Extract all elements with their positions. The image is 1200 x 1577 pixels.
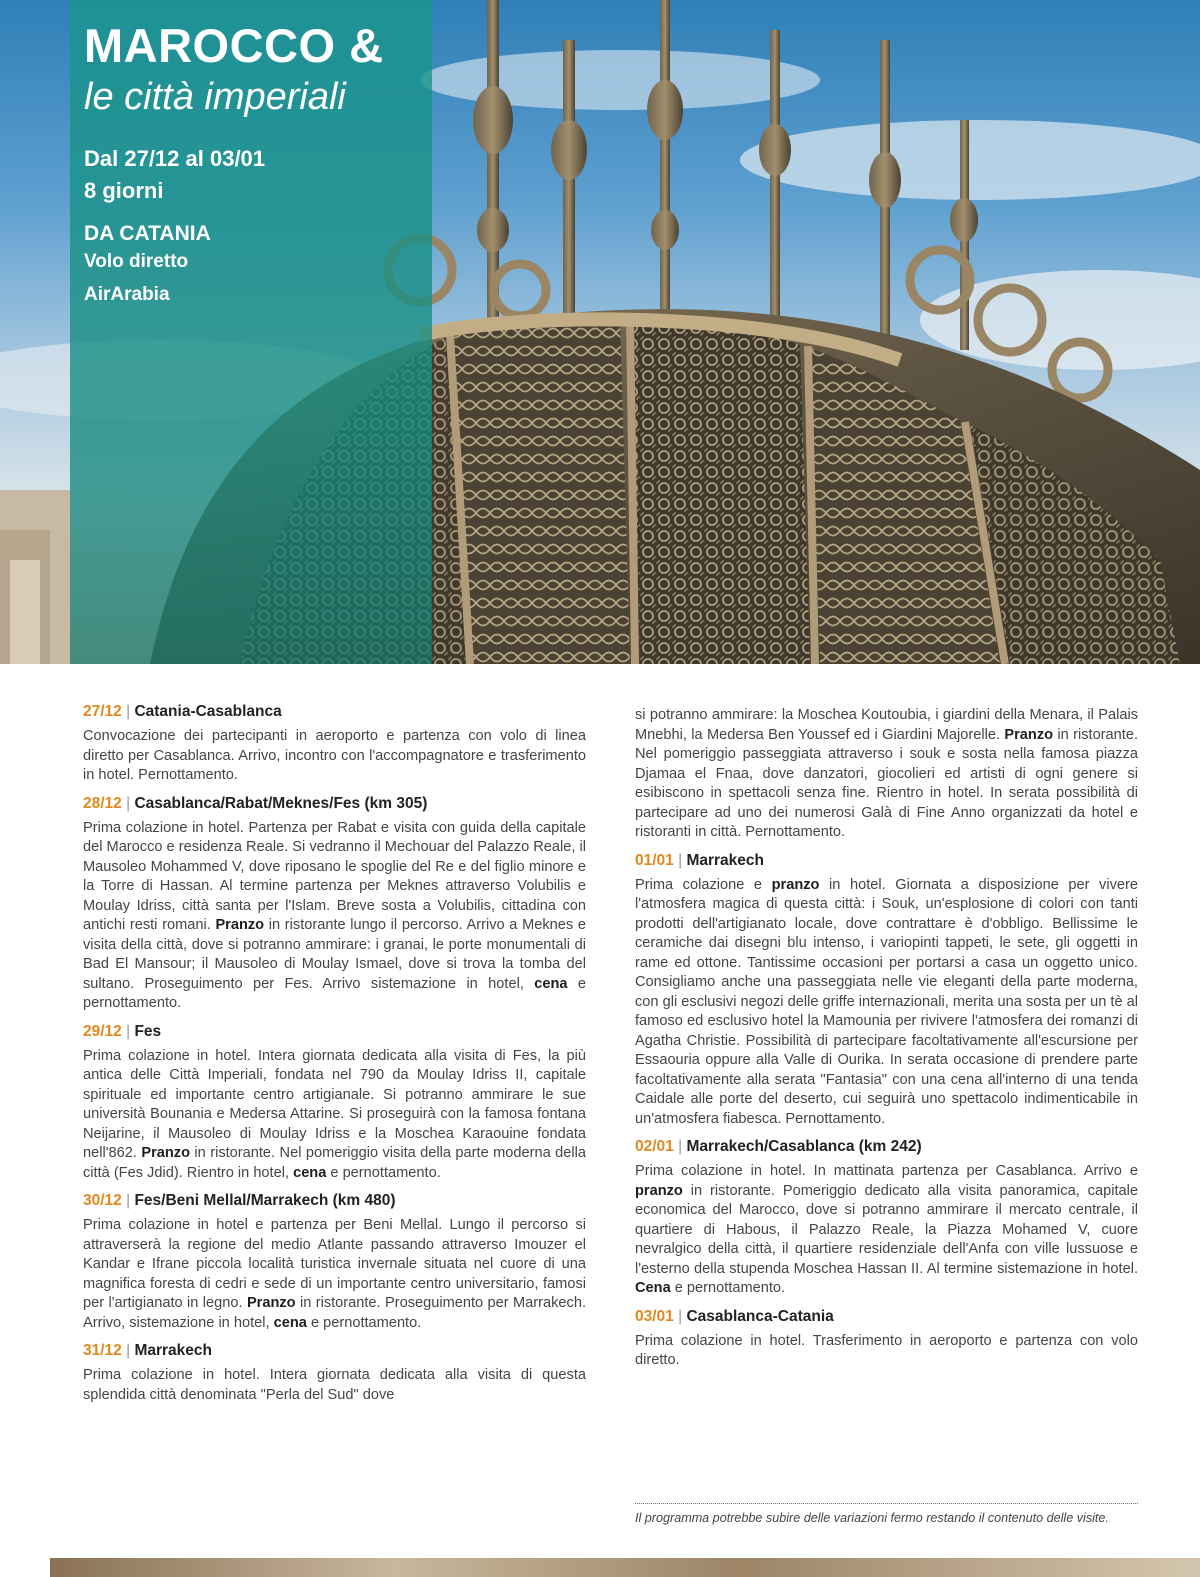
- day-title: Marrakech/Casablanca (km 242): [686, 1138, 922, 1155]
- day-title: Casablanca-Catania: [686, 1307, 834, 1325]
- day-description: Prima colazione in hotel. Trasferimento in aeroporto e partenza con volo diretto.: [635, 1332, 1138, 1368]
- day-date: 31/12: [83, 1342, 122, 1359]
- day-title: Fes/Beni Mellal/Marrakech (km 480): [134, 1192, 396, 1209]
- itinerary-day: [635, 1137, 1138, 1299]
- itinerary-day: [83, 794, 586, 1014]
- day-date: 28/12: [83, 794, 122, 812]
- itinerary-day: [635, 1307, 1138, 1371]
- day-description: Prima colazione in hotel. Intera giornata dedicata alla visita di questa splendida città denominata "Perla del Sud" dove: [83, 1367, 586, 1403]
- day-title: Marrakech: [686, 851, 764, 869]
- day-description: Prima colazione in hotel. Intera giornata dedicata alla visita di Fes, la più antica delle Città Imperiali, fondata nel 790 da Moulay Idriss II, capitale spirituale ed importante centro artigianale. Si potranno ammirare le sue università Bounania e Medersa Attarine. Si proseguirà con la famosa fontana Neijarine, il Mausoleo di Moulay Idriss e la Moschea Karaouine fondata nell'862. Pranzo in ristorante. Nel pomeriggio visita della parte moderna della città (Fes Jdid). Rientro in hotel, cena e pernottamento.: [83, 1047, 586, 1181]
- day-heading: [635, 1137, 1138, 1157]
- footer-note: Il programma potrebbe subire delle variazioni fermo restando il contenuto delle visite.: [635, 1511, 1109, 1525]
- day-title: Marrakech: [134, 1342, 212, 1359]
- day-date: 27/12: [83, 703, 122, 720]
- hero-title: MAROCCO &: [84, 19, 384, 72]
- day-date: 01/01: [635, 851, 674, 869]
- itinerary-right-column: [635, 706, 1138, 1379]
- departure-city: DA CATANIA: [84, 222, 211, 245]
- day-heading: [83, 794, 586, 814]
- hero-subtitle: le città imperiali: [84, 76, 346, 118]
- day-description-continued: si potranno ammirare: la Moschea Koutoubia, i giardini della Menara, il Palais Mnebhi, la Medersa Ben Youssef ed i Giardini Majorelle. Pranzo in ristorante. Nel pomeriggio passeggiata attraverso i souk e sosta nella famosa piazza Djamaa el Fnaa, dove danzatori, giocolieri ed artisti di ogni genere si esibiscono in spettacoli senza fine. Rientro in hotel. In serata possibilità di partecipare ad uno dei numerosi Galà di Fine Anno organizzati da hotel e ristoranti in città. Pernottamento.: [635, 707, 1139, 840]
- itinerary-day: [83, 1022, 586, 1184]
- day-separator: |: [678, 1307, 687, 1325]
- day-separator: |: [126, 1192, 135, 1209]
- day-date: 29/12: [83, 1022, 122, 1040]
- day-separator: |: [126, 1022, 135, 1040]
- itinerary-left-column: [83, 702, 586, 1413]
- day-title: Fes: [134, 1022, 162, 1040]
- day-date: 02/01: [635, 1138, 674, 1155]
- trip-duration: 8 giorni: [84, 178, 164, 203]
- day-heading: [635, 851, 1138, 871]
- day-separator: |: [678, 851, 687, 869]
- bottom-photo-strip: [50, 1558, 1200, 1577]
- day-description: Prima colazione in hotel e partenza per Beni Mellal. Lungo il percorso si attraverserà la regione del medio Atlante passando attraverso Imouzer el Kandar e Ifrane piccola località turistica invernale situata nel cuore di una magnifica foresta di cedri e sede di un importante centro universitario, famosi per l'artigianato in legno. Pranzo in ristorante. Proseguimento per Marrakech. Arrivo, sistemazione in hotel, cena e pernottamento.: [83, 1217, 586, 1331]
- itinerary-day: [83, 1191, 586, 1333]
- day-separator: |: [126, 794, 135, 812]
- day-description: Prima colazione in hotel. Partenza per Rabat e visita con guida della capitale del Marocco e residenza Reale. Si vedranno il Mechouar del Palazzo Reale, il Mausoleo Mohammed V, dove riposano le spoglie del Re e del figlio minore e la Torre di Hassan. Al termine partenza per Meknes attraverso Volubilis e Moulay Idriss, città santa per l'Islam. Breve sosta a Volubilis, cittadina con antichi resti romani. Pranzo in ristorante lungo il percorso. Arrivo a Meknes e visita della città, dove si potranno ammirare: i granai, le porte monumentali di Bad El Mansour; il Mausoleo di Moulay Ismael, dove si trova la tomba del sultano. Proseguimento per Fes. Arrivo sistemazione in hotel, cena e pernottamento.: [83, 819, 587, 1011]
- day-heading: [83, 1341, 586, 1361]
- day-date: 03/01: [635, 1307, 674, 1325]
- itinerary-day: [635, 851, 1138, 1130]
- day-description: Prima colazione e pranzo in hotel. Giornata a disposizione per vivere l'atmosfera magica di questa città: i Souk, un'esplosione di colori con tanti prodotti dell'artigianato locale, dove contrattare è d'obbligo. Bellissime le ceramiche dai disegni blu intenso, i variopinti tappeti, le sete, gli oggetti in rame ed ottone. Tantissime occasioni per portarsi a casa un oggetto unico. Consigliamo anche una passeggiata nelle vie eleganti della parte moderna, con gli esclusivi negozi delle griffe internazionali, merita una sosta per un tè al famoso ed esclusivo hotel la Mamounia per rivivere l'atmosfera dei romanzi di Agatha Christie. Possibilità di partecipare facoltativamente all'escursione per Essaouria oppure alla Valle di Ourika. In serata occasione di prendere parte facoltativamente alla serata "Fantasia" con una cena all'interno di una tenda Caidale alle porte del deserto, cui seguirà uno spettacolo indimenticabile in un'atmosfera fiabesca. Pernottamento.: [635, 876, 1138, 1127]
- day-heading: [635, 1307, 1138, 1327]
- hero-banner: [0, 0, 1200, 664]
- day-description: Prima colazione in hotel. In mattinata partenza per Casablanca. Arrivo e pranzo in ristorante. Pomeriggio dedicato alla visita panoramica, capitale economica del Marocco, dove si potranno ammirare il mercato centrale, il quartiere di Habous, il Palazzo Reale, la Piazza Mohamed V, cuore nevralgico della città, il quartiere residenziale dell'Anfa con ville lussuose e l'esterno della stupenda Moschea Hassan II. Al termine sistemazione in hotel. Cena e pernottamento.: [635, 1163, 1138, 1296]
- airline-name: AirArabia: [84, 284, 170, 304]
- day-separator: |: [126, 1342, 135, 1359]
- itinerary-day: [83, 702, 586, 786]
- day-heading: [83, 1191, 586, 1211]
- day-title: Casablanca/Rabat/Meknes/Fes (km 305): [134, 794, 428, 812]
- day-date: 30/12: [83, 1192, 122, 1209]
- day-separator: |: [126, 703, 135, 720]
- flight-type: Volo diretto: [84, 251, 189, 272]
- trip-dates: Dal 27/12 al 03/01: [84, 146, 266, 171]
- day-description: Convocazione dei partecipanti in aeroporto e partenza con volo di linea diretto per Casablanca. Arrivo, incontro con l'accompagnatore e trasferimento in hotel. Pernottamento.: [83, 728, 586, 783]
- itinerary-day: [83, 1341, 586, 1405]
- footer-divider: [635, 1503, 1138, 1504]
- day-separator: |: [678, 1138, 687, 1155]
- day-heading: [83, 1022, 586, 1042]
- day-title: Catania-Casablanca: [134, 703, 282, 720]
- day-heading: [83, 702, 586, 722]
